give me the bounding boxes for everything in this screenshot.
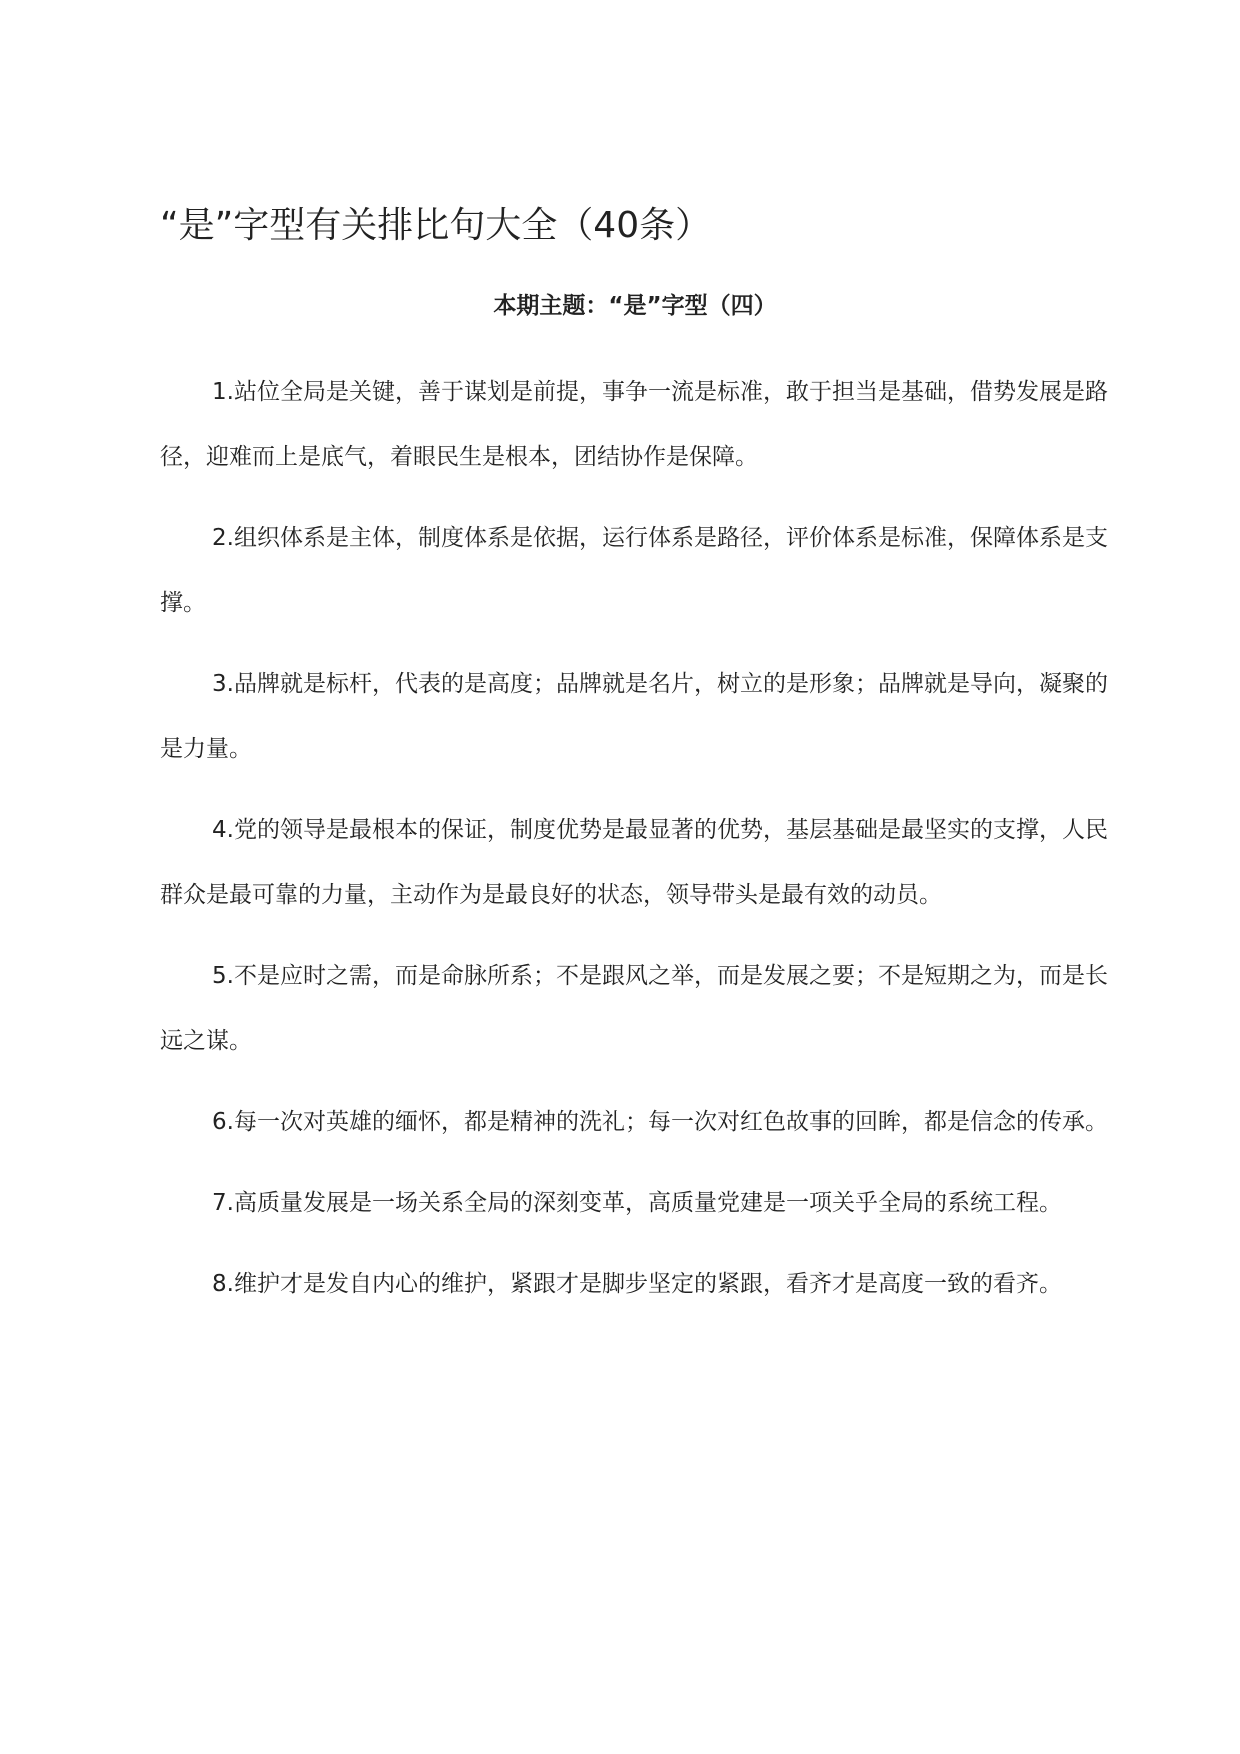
list-item: 4.党的领导是最根本的保证，制度优势是最显著的优势，基层基础是最坚实的支撑，人民群众是最可靠的力量，主动作为是最良好的状态，领导带头是最有效的动员。 <box>160 817 1108 908</box>
list-item: 5.不是应时之需，而是命脉所系；不是跟风之举，而是发展之要；不是短期之为，而是长远之谋。 <box>160 963 1108 1054</box>
document-title: “是”字型有关排比句大全（40条） <box>160 205 712 246</box>
item-list <box>160 360 1110 1333</box>
list-item: 2.组织体系是主体，制度体系是依据，运行体系是路径，评价体系是标准，保障体系是支撑。 <box>160 525 1108 616</box>
document-subtitle: 本期主题：“是”字型（四） <box>493 293 777 319</box>
list-item: 7.高质量发展是一场关系全局的深刻变革，高质量党建是一项关乎全局的系统工程。 <box>212 1190 1062 1216</box>
list-item: 8.维护才是发自内心的维护，紧跟才是脚步坚定的紧跟，看齐才是高度一致的看齐。 <box>212 1271 1062 1297</box>
list-item: 1.站位全局是关键，善于谋划是前提，事争一流是标准，敢于担当是基础，借势发展是路径，迎难而上是底气，着眼民生是根本，团结协作是保障。 <box>160 379 1108 470</box>
list-item: 6.每一次对英雄的缅怀，都是精神的洗礼；每一次对红色故事的回眸，都是信念的传承。 <box>212 1109 1108 1135</box>
list-item: 3.品牌就是标杆，代表的是高度；品牌就是名片，树立的是形象；品牌就是导向，凝聚的是力量。 <box>160 671 1108 762</box>
